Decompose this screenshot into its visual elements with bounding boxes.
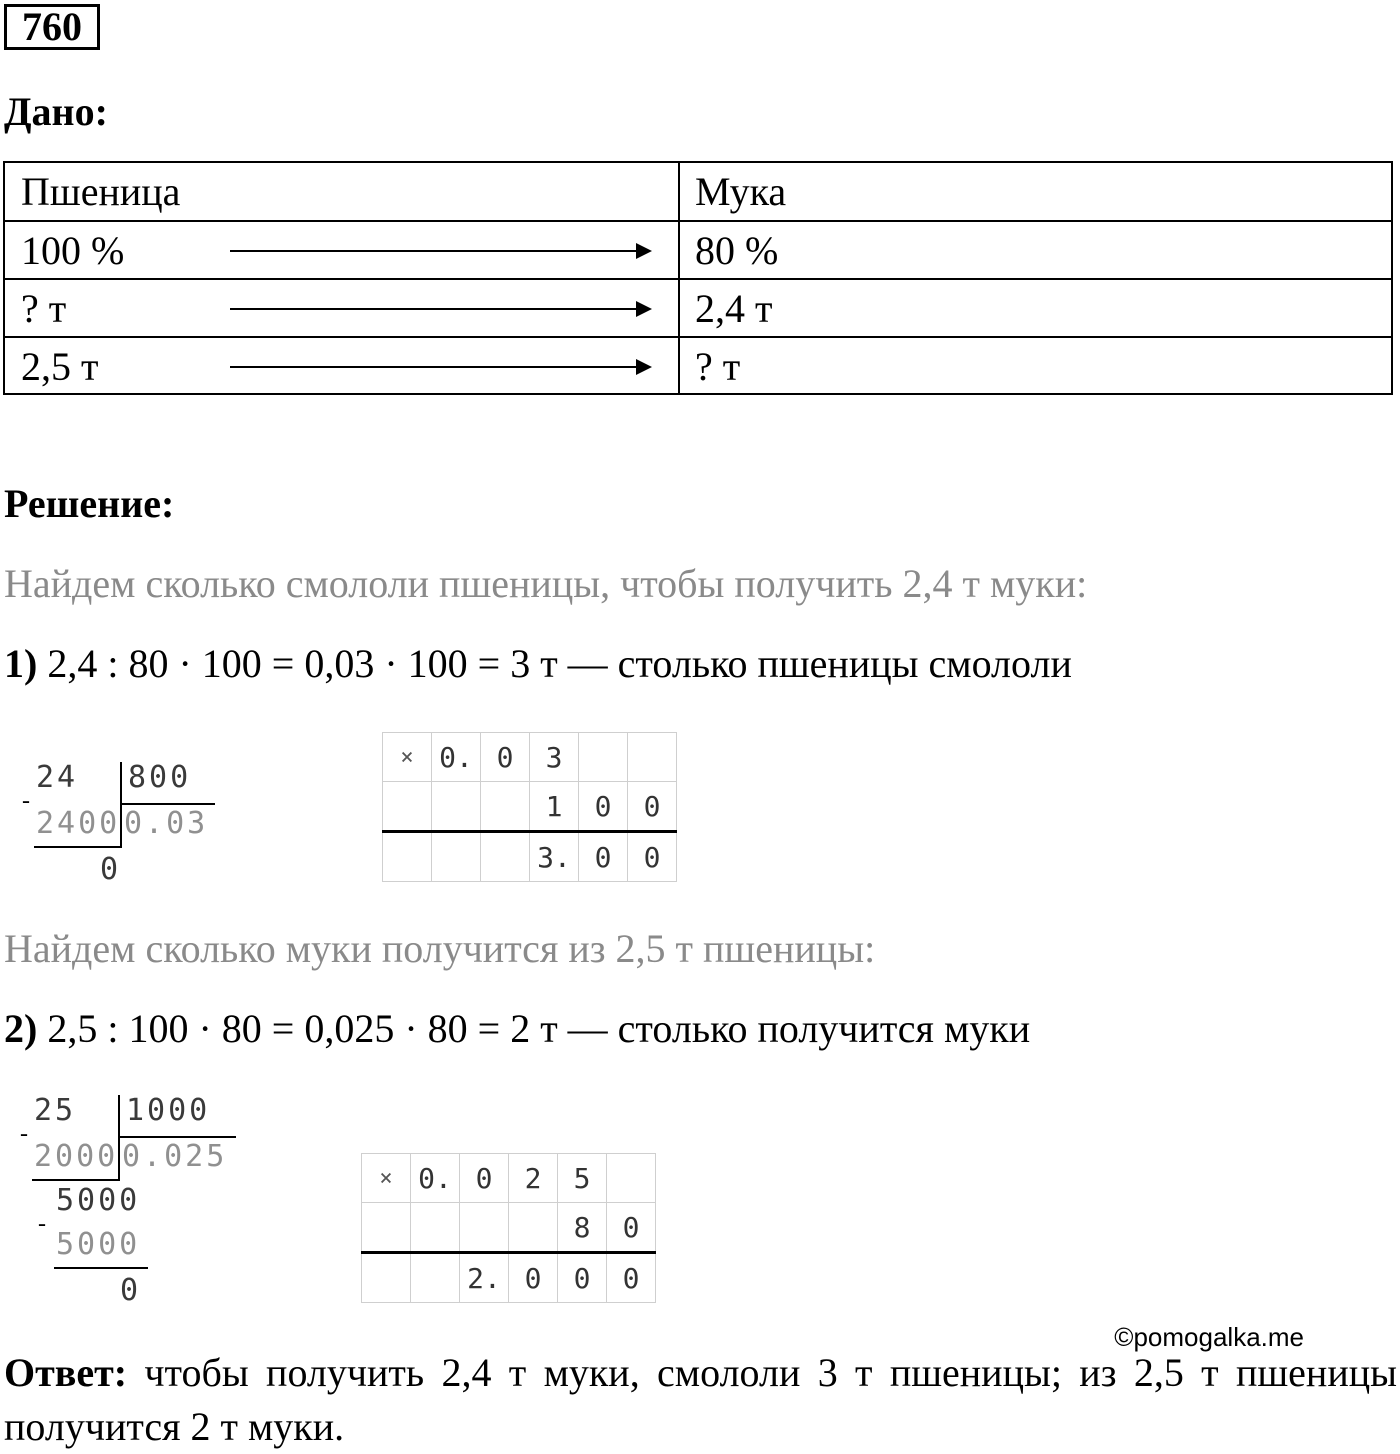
subtraction-line (34, 846, 122, 848)
subtraction-line (32, 1179, 120, 1181)
digit-cell (432, 782, 481, 832)
minus-sign: - (22, 788, 30, 814)
answer-label: Ответ: (4, 1350, 128, 1395)
table-header-row (5, 163, 1391, 221)
subtrahend: 2000 (34, 1139, 119, 1174)
subtrahend-2: 5000 (56, 1227, 141, 1262)
divisor-line (118, 1136, 236, 1138)
step2-number: 2) (4, 1006, 38, 1051)
digit-cell: 5 (558, 1154, 607, 1203)
divisor: 800 (128, 760, 192, 795)
copyright: ©pomogalka.me (1114, 1322, 1304, 1352)
divisor-line (120, 803, 215, 805)
step2-expression: 2,5 : 100 · 80 = 0,025 · 80 = 2 т — столько получится муки (47, 1006, 1031, 1051)
subtrahend: 2400 (36, 806, 121, 841)
arrow-icon (230, 308, 650, 310)
dividend: 24 (36, 760, 79, 795)
digit-cell (481, 782, 530, 832)
digit-cell: 0. (411, 1154, 460, 1203)
partial-remainder: 5000 (56, 1183, 141, 1218)
digit-cell: 0 (607, 1203, 656, 1253)
arrow-icon (230, 250, 650, 252)
given-table (3, 161, 1393, 395)
step1-number: 1) (4, 641, 38, 686)
header-wheat: Пшеница (21, 169, 181, 214)
multiplication-table-1 (382, 732, 677, 882)
digit-cell: 2 (509, 1154, 558, 1203)
digit-cell (411, 1253, 460, 1303)
table-row (5, 336, 1391, 394)
step2-line (4, 1005, 1030, 1052)
digit-cell: 3. (530, 832, 579, 882)
given-heading: Дано: (4, 89, 108, 134)
digit-cell (579, 733, 628, 782)
answer-block (4, 1346, 1397, 1454)
remainder: 0 (120, 1273, 142, 1308)
cell-wheat: 100 % (21, 228, 125, 273)
digit-cell: 0 (579, 782, 628, 832)
intro-step1: Найдем сколько смололи пшеницы, чтобы получить 2,4 т муки: (4, 561, 1088, 606)
step1-expression: 2,4 : 80 · 100 = 0,03 · 100 = 3 т — столько пшеницы смололи (47, 641, 1072, 686)
answer-text: чтобы получить 2,4 т муки, смололи 3 т пшеницы; из 2,5 т пшеницы получится 2 т муки. (4, 1350, 1398, 1449)
digit-cell: 0 (607, 1253, 656, 1303)
solution-heading: Решение: (4, 481, 175, 526)
digit-cell: 0. (432, 733, 481, 782)
arrow-icon (230, 366, 650, 368)
digit-cell (628, 733, 677, 782)
cell-flour: 80 % (695, 228, 779, 273)
digit-cell: 2. (460, 1253, 509, 1303)
multiply-sign: × (383, 733, 432, 782)
digit-cell (362, 1203, 411, 1253)
digit-cell (411, 1203, 460, 1253)
quotient: 0.03 (124, 806, 209, 841)
digit-cell: 0 (558, 1253, 607, 1303)
cell-flour: 2,4 т (695, 286, 773, 331)
long-division-1 (20, 760, 240, 890)
subtraction-line (54, 1267, 148, 1269)
digit-cell (432, 832, 481, 882)
intro-step2: Найдем сколько муки получится из 2,5 т пшеницы: (4, 926, 876, 971)
table-row (5, 220, 1391, 278)
digit-cell: 0 (460, 1154, 509, 1203)
divisor: 1000 (126, 1093, 211, 1128)
header-flour: Мука (695, 169, 787, 214)
minus-sign: - (20, 1121, 28, 1147)
cell-wheat: 2,5 т (21, 344, 99, 389)
step1-line (4, 640, 1072, 687)
digit-cell: 8 (558, 1203, 607, 1253)
digit-cell (362, 1253, 411, 1303)
quotient: 0.025 (122, 1139, 228, 1174)
digit-cell: 0 (509, 1253, 558, 1303)
digit-cell (509, 1203, 558, 1253)
digit-cell: 0 (481, 733, 530, 782)
digit-cell: 0 (579, 832, 628, 882)
cell-wheat: ? т (21, 286, 67, 331)
dividend: 25 (34, 1093, 77, 1128)
digit-cell (481, 832, 530, 882)
digit-cell: 3 (530, 733, 579, 782)
multiply-sign: × (362, 1154, 411, 1203)
remainder: 0 (100, 852, 122, 887)
digit-cell (383, 832, 432, 882)
task-number: 760 (4, 4, 100, 50)
digit-cell: 0 (628, 832, 677, 882)
table-row (5, 278, 1391, 336)
multiplication-table-2 (361, 1153, 656, 1303)
minus-sign: - (38, 1211, 46, 1237)
digit-cell (460, 1203, 509, 1253)
long-division-2 (18, 1093, 248, 1308)
cell-flour: ? т (695, 344, 741, 389)
digit-cell: 0 (628, 782, 677, 832)
digit-cell (607, 1154, 656, 1203)
digit-cell (383, 782, 432, 832)
digit-cell: 1 (530, 782, 579, 832)
